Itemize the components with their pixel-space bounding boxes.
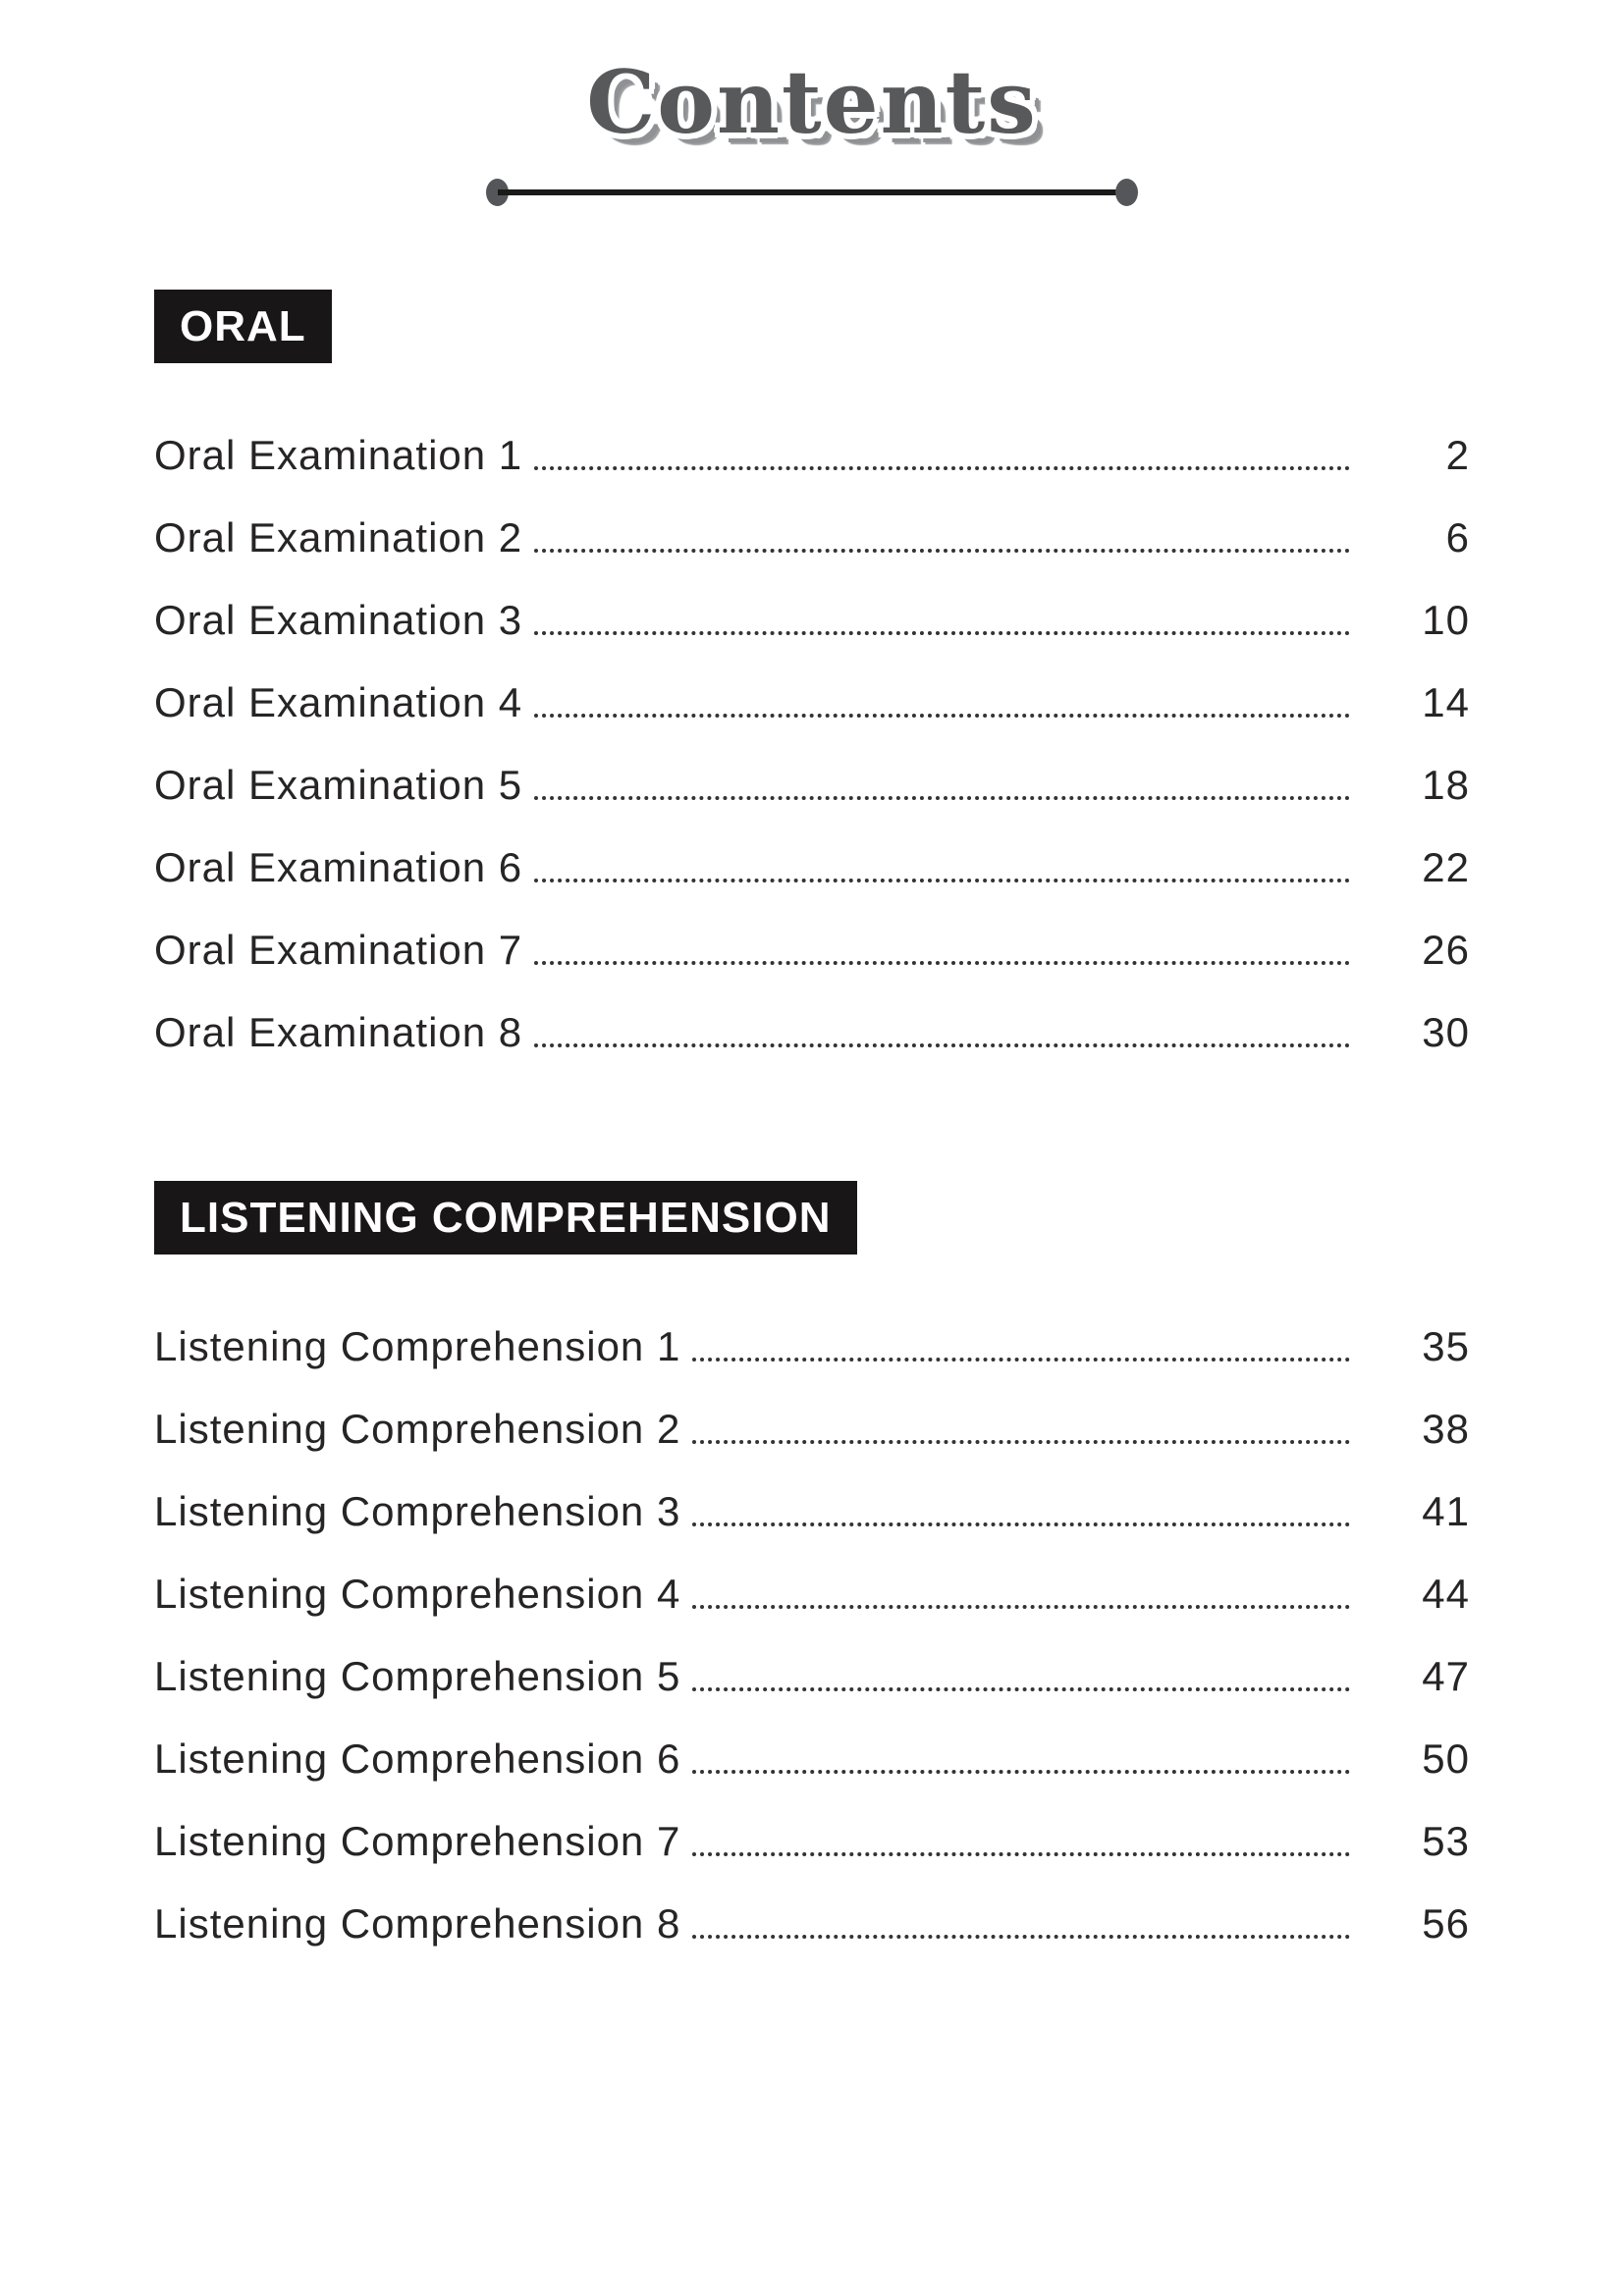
toc-row: [154, 662, 1470, 744]
toc-item-page-number: 22: [1422, 844, 1470, 891]
dot-leader: [692, 1687, 1350, 1691]
dot-leader: [534, 714, 1350, 718]
toc-item-page-number: 18: [1422, 762, 1470, 809]
toc-row: [154, 1470, 1470, 1553]
toc-item-label: Oral Examination 5: [154, 762, 523, 809]
toc-item-page-number: 47: [1422, 1653, 1470, 1700]
dot-leader: [692, 1935, 1350, 1939]
toc-row: [154, 827, 1470, 909]
toc-item-page-number: 35: [1422, 1323, 1470, 1370]
dot-leader: [692, 1440, 1350, 1444]
toc-row: [154, 1306, 1470, 1388]
contents-header: [0, 0, 1624, 207]
dot-leader: [534, 631, 1350, 635]
toc-item-label: Listening Comprehension 3: [154, 1488, 681, 1535]
dot-leader: [692, 1522, 1350, 1526]
toc-item-page-number: 10: [1422, 597, 1470, 644]
toc-row: [154, 1388, 1470, 1470]
toc-item-page-number: 44: [1422, 1571, 1470, 1618]
dot-leader: [534, 466, 1350, 470]
toc-item-label: Oral Examination 6: [154, 844, 523, 891]
title-rule: [490, 178, 1134, 207]
toc-item-label: Listening Comprehension 6: [154, 1735, 681, 1783]
toc-row: [154, 497, 1470, 579]
toc-item-label: Listening Comprehension 8: [154, 1900, 681, 1948]
toc-item-label: Listening Comprehension 2: [154, 1406, 681, 1453]
toc-row: [154, 1635, 1470, 1718]
toc-item-label: Oral Examination 8: [154, 1009, 523, 1056]
toc-row: [154, 1718, 1470, 1800]
dot-leader: [692, 1605, 1350, 1609]
toc-item-page-number: 2: [1445, 432, 1470, 479]
toc-item-label: Oral Examination 7: [154, 927, 523, 974]
toc-item-page-number: 14: [1422, 679, 1470, 726]
toc-item-page-number: 56: [1422, 1900, 1470, 1948]
toc-item-page-number: 53: [1422, 1818, 1470, 1865]
dot-leader: [692, 1852, 1350, 1856]
rule-dot-right-icon: [1115, 179, 1138, 206]
toc-section-oral: [154, 290, 1470, 1074]
toc-row: [154, 1800, 1470, 1883]
toc-row: [154, 744, 1470, 827]
toc-item-page-number: 38: [1422, 1406, 1470, 1453]
toc-item-page-number: 26: [1422, 927, 1470, 974]
section-badge-listening-comprehension: LISTENING COMPREHENSION: [154, 1181, 857, 1255]
toc-item-page-number: 50: [1422, 1735, 1470, 1783]
toc-item-label: Listening Comprehension 1: [154, 1323, 681, 1370]
toc-item-label: Oral Examination 3: [154, 597, 523, 644]
toc-item-label: Listening Comprehension 5: [154, 1653, 681, 1700]
toc-row: [154, 909, 1470, 991]
toc-section-listening-comprehension: [154, 1181, 1470, 1965]
toc-item-page-number: 30: [1422, 1009, 1470, 1056]
toc-row: [154, 1883, 1470, 1965]
dot-leader: [534, 1043, 1350, 1047]
toc-list-oral: [154, 414, 1470, 1074]
rule-line: [498, 189, 1126, 195]
toc-row: [154, 579, 1470, 662]
toc-item-label: Listening Comprehension 7: [154, 1818, 681, 1865]
dot-leader: [692, 1770, 1350, 1774]
toc-list-listening-comprehension: [154, 1306, 1470, 1965]
toc-item-label: Listening Comprehension 4: [154, 1571, 681, 1618]
dot-leader: [534, 796, 1350, 800]
toc-item-label: Oral Examination 1: [154, 432, 523, 479]
toc-row: [154, 1553, 1470, 1635]
toc-item-label: Oral Examination 2: [154, 514, 523, 561]
dot-leader: [692, 1358, 1350, 1362]
page-title: Contents: [586, 51, 1038, 153]
dot-leader: [534, 879, 1350, 882]
toc-item-page-number: 6: [1445, 514, 1470, 561]
toc-item-page-number: 41: [1422, 1488, 1470, 1535]
toc-row: [154, 414, 1470, 497]
section-badge-oral: ORAL: [154, 290, 332, 363]
table-of-contents: [0, 290, 1624, 1965]
toc-row: [154, 991, 1470, 1074]
dot-leader: [534, 549, 1350, 553]
toc-item-label: Oral Examination 4: [154, 679, 523, 726]
dot-leader: [534, 961, 1350, 965]
